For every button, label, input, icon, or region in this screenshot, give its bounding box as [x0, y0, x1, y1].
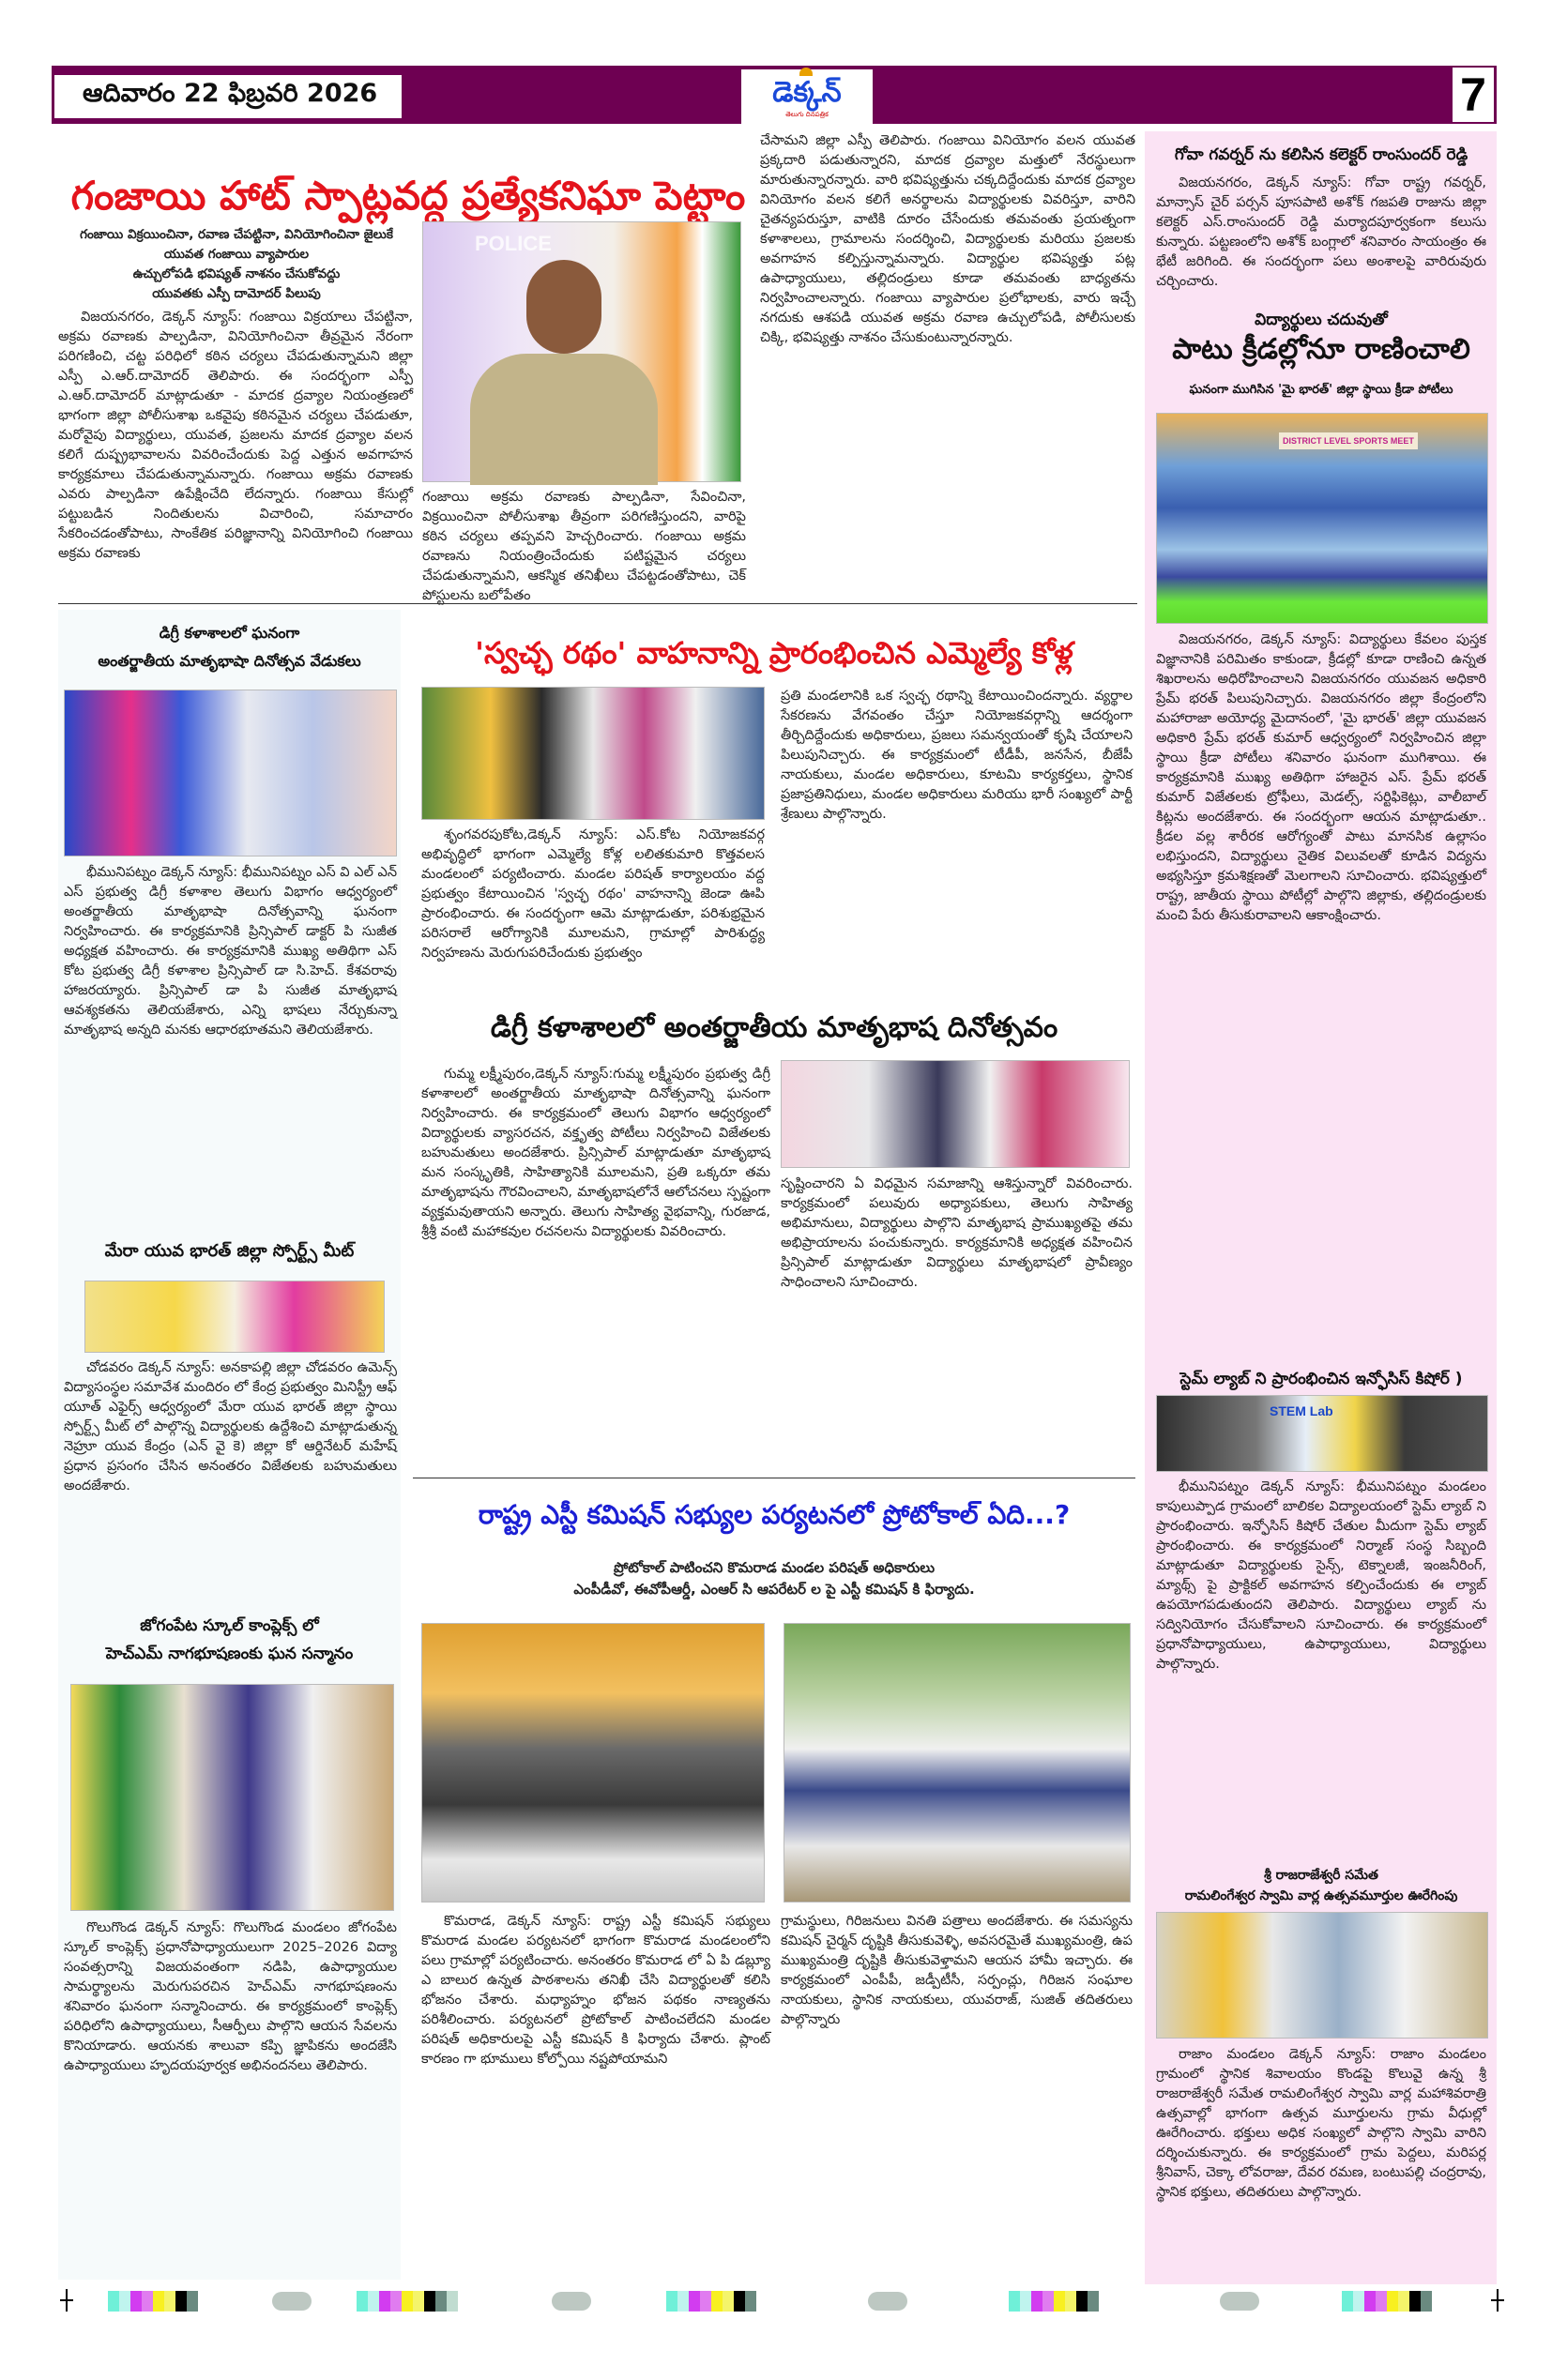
logo-tagline: తెలుగు దినపత్రిక — [785, 111, 829, 118]
jogampeta-body: గొలుగొండ డెక్కన్ న్యూస్: గొలుగొండ మండలం జోగంపేట స్కూల్ కాంప్లెక్స్ ప్రధానోపాధ్యాయులుగా 2025–2026 విద్యా సంవత్సరాన్ని విజయవంతంగా నడిపి, ఉపాధ్యాయుల సామర్థ్యాలను మెరుగుపరచిన హెచ్ఎమ్ నాగభూషణంను శనివారం ఘనంగా సన్మానించారు. ఈ కార్యక్రమంలో కాంప్లెక్స్ పరిధిలోని ఉపాధ్యాయులు, సీఆర్పీలు పాల్గొని ఆయన సేవలను కొనియాడారు. ఆయనకు శాలువా కప్పి జ్ఞాపికను అందజేసి ఉపాధ్యాయులు హృదయపూర్వక అభినందనలు తెలిపారు. — [64, 1920, 397, 2073]
headline-mother-tongue: డిగ్రీ కళాశాలలో అంతర్జాతీయ మాతృభాష దినోత్సవం — [490, 1011, 1058, 1044]
headline-ganja: గంజాయి హాట్ స్పాట్లవద్ద ప్రత్యేకనిఘా పెట్టాం — [70, 173, 746, 219]
mera-yuva-body: చోడవరం డెక్కన్ న్యూస్: అనకాపల్లి జిల్లా చోడవరం ఉమెన్స్ విద్యాసంస్థల సమావేశ మందిరం లో కేంద్ర ప్రభుత్వం మినిస్ట్రీ ఆఫ్ యూత్ ఎఫైర్స్ ఆధ్వర్యంలో మేరా యువ భారత్ జిల్లా స్థాయి స్పోర్ట్స్ మీట్ లో పాల్గొన్న విద్యార్థులకు ఉద్దేశించి మాట్లాడుతున్న నెహ్రూ యువ కేంద్రం (ఎన్ వై కె) జిల్లా కో ఆర్డినేటర్ మహేష్ ప్రధాన ప్రసంగం చేసిన అనంతరం విజేతలకు బహుమతులు అందజేశారు. — [64, 1360, 397, 1493]
goa-body: విజయనగరం, డెక్కన్ న్యూస్: గోవా రాష్ట్ర గవర్నర్, మాన్సాస్ చైర్ పర్సన్ పూసపాటి అశోక్ గజపతి రాజును జిల్లా కలెక్టర్ ఎస్.రాంసుందర్ రెడ్డి మర్యాదపూర్వకంగా కలుసు కున్నారు. పట్టణంలోని అశోక్ బంగ్లాలో శనివారం సాయంత్రం ఈ భేటీ జరిగింది. ఈ సందర్భంగా పలు అంశాలపై వారిరువురు చర్చించారు. — [1156, 175, 1486, 289]
headline-line: డిగ్రీ కళాశాలలో ఘనంగా — [159, 624, 300, 642]
photo-hm-felicitation — [70, 1684, 394, 1911]
headline-mera-yuva: మేరా యువ భారత్ జిల్లా స్పోర్ట్స్ మీట్ — [104, 1241, 355, 1261]
registration-mark — [1497, 2289, 1499, 2312]
headline-sports: పాటు క్రీడల్లోనూ రాణించాలి — [1172, 333, 1470, 366]
photo-procession — [1156, 1912, 1488, 2039]
photo-text: POLICE — [475, 232, 552, 255]
st-commission-subheads — [413, 1557, 1135, 1600]
headline-goa: గోవా గవర్నర్ ను కలిసిన కలెక్టర్ రాంసుందర్ రెడ్డి — [1174, 145, 1468, 164]
ganja-caption: గంజాయి అక్రమ రవాణకు పాల్పడినా, సేవించినా, విక్రయించినా పోలీసుశాఖ తీవ్రంగా పరిగణిస్తుందని, వారిపై కఠిన చర్యలు తప్పవని హెచ్చరించారు. గంజాయి అక్రమ రవాణను నియంత్రించేందుకు పటిష్టమైన చర్యలు చేపడుతున్నామని, ఆకస్మిక తనిఖీలు చేపట్టడంతోపాటు, చెక్ పోస్టులను బలోపేతం — [422, 490, 746, 603]
photo-sports-winners — [1156, 413, 1488, 624]
photo-banner-text: DISTRICT LEVEL SPORTS MEET — [1279, 432, 1418, 449]
headline-rajarajeswari — [1149, 1865, 1494, 1906]
headline-jogampeta — [58, 1612, 401, 1668]
photo-sports-meet — [84, 1281, 385, 1353]
mother-tongue-body-col3: సృష్టించారని ఏ విధమైన సమాజాన్ని ఆశిస్తున్నారో వివరించారు. కార్యక్రమంలో పలువురు అధ్యాపకులు, తెలుగు సాహిత్య అభిమానులు, విద్యార్థులు పాల్గొని మాతృభాష ప్రాముఖ్యతపై తమ అభిప్రాయాలను పంచుకున్నారు. కార్యక్రమానికి అధ్యక్షత వహించిన ప్రిన్సిపాల్ మాట్లాడుతూ విద్యార్థులు మాతృభాషలో ప్రావీణ్యం సాధించాలని సూచించారు. — [781, 1176, 1133, 1290]
subhead: ఎంపీడీవో, ఈవోపీఆర్డీ, ఎంఆర్ సి ఆపరేటర్ ల పై ఎస్టీ కమిషన్ కి ఫిర్యాదు. — [573, 1581, 975, 1598]
color-bar — [1342, 2291, 1432, 2312]
stem-body: భీమునిపట్నం డెక్కన్ న్యూస్: భీమునిపట్నం మండలం కాపులుప్పాడ గ్రామంలో బాలికల విద్యాలయంలో స్టెమ్ ల్యాబ్ ని ప్రారంభించారు. ఇన్ఫోసిస్ కిషోర్ చేతుల మీదుగా స్టెమ్ ల్యాబ్ ప్రారంభించారు. ఈ కార్యక్రమంలో నిర్మాణ్ సంస్థ సిబ్బంది మాట్లాడుతూ విద్యార్థులకు సైన్స్, టెక్నాలజీ, ఇంజనీరింగ్, మ్యాథ్స్ పై ప్రాక్టికల్ అవగాహన కల్పించేందుకు ఈ ల్యాబ్ ఉపయోగపడుతుందని తెలిపారు. విద్యార్థులు ల్యాబ్ ను సద్వినియోగం చేసుకోవాలని సూచించారు. ఈ కార్యక్రమంలో ప్రధానోపాధ్యాయులు, ఉపాధ్యాయులు, విద్యార్థులు పాల్గొన్నారు. — [1156, 1479, 1486, 1672]
photo-degree-fest — [64, 690, 397, 856]
photo-banner-text: STEM Lab — [1270, 1403, 1333, 1418]
sports-body: విజయనగరం, డెక్కన్ న్యూస్: విద్యార్థులు కేవలం పుస్తక విజ్ఞానానికి పరిమితం కాకుండా, క్రీడల్లో కూడా రాణించి ఉన్నత శిఖరాలను అధిరోహించాలని విజయనగరం యువజన అధికారి ప్రేమ్ భరత్ పిలుపునిచ్చారు. విజయనగరం జిల్లా కేంద్రంలోని మహారాజా అయోధ్య మైదానంలో, 'మై భారత్' జిల్లా యువజన అధికారి ప్రేమ్ భరత్ కుమార్ ఆధ్వర్యంలో నిర్వహించిన జిల్లా స్థాయి క్రీడా పోటీలు శనివారం ఘనంగా ముగిశాయి. ఈ కార్యక్రమానికి ముఖ్య అతిథిగా హాజరైన ఎస్. ప్రేమ్ భరత్ కుమార్ విజేతలకు ట్రోఫీలు, మెడల్స్, సర్టిఫికెట్లు, వాలీబాల్ కిట్లను అందజేశారు. ఈ సందర్భంగా ఆయన మాట్లాడుతూ.. క్రీడల వల్ల శారీరక ఆరోగ్యంతో పాటు మానసిక ఉల్లాసం లభిస్తుందని, విద్యార్థులు నైతిక విలువలతో కూడిన విద్యను అభ్యసిస్తూ క్రమశిక్షణతో మెలగాలని సూచించారు. భవిష్యత్తులో రాష్ట్ర, జాతీయ స్థాయి పోటీల్లో పాల్గొని జిల్లాకు, తల్లిదండ్రులకు మంచి పేరు తీసుకురావాలని ఆకాంక్షించారు. — [1156, 632, 1486, 923]
officer-face — [526, 260, 601, 354]
color-bar — [1009, 2291, 1099, 2312]
headline-swachh-ratham: 'స్వచ్ఛ రథం' వాహనాన్ని ప్రారంభించిన ఎమ్మెల్యే కోళ్ల — [475, 635, 1073, 671]
swachh-body-col2: శృంగవరపుకోట,డెక్కన్ న్యూస్: ఎస్.కోట నియోజకవర్గ అభివృద్ధిలో భాగంగా ఎమ్మెల్యే కోళ్ల లలితకుమారి కొత్తవలస మండలంలో పర్యటించారు. మండల పరిషత్ కార్యాలయం వద్ద ప్రభుత్వం కేటాయించిన 'స్వచ్ఛ రథం' వాహనాన్ని జెండా ఊపి ప్రారంభించారు. ఈ సందర్భంగా ఆమె మాట్లాడుతూ, పరిశుభ్రమైన పరిసరాలే ఆరోగ్యానికి మూలమని, గ్రామాల్లో పారిశుద్ధ్య నిర్వహణను మెరుగుపరిచేందుకు ప్రభుత్వం — [421, 827, 765, 961]
mother-tongue-body-col2: గుమ్మ లక్ష్మీపురం,డెక్కన్ న్యూస్:గుమ్మ లక్ష్మీపురం ప్రభుత్వ డిగ్రీ కళాశాలలో అంతర్జాతీయ మాతృభాషా దినోత్సవాన్ని ఘనంగా నిర్వహించారు. ఈ కార్యక్రమంలో తెలుగు విభాగం ఆధ్వర్యంలో విద్యార్థులకు వ్యాసరచన, వక్తృత్వ పోటీలు నిర్వహించి విజేతలకు బహుమతులు అందజేశారు. ప్రిన్సిపాల్ మాట్లాడుతూ మాతృభాష మన సంస్కృతికి, సాహిత్యానికి మూలమని, ప్రతి ఒక్కరూ తమ మాతృభాషను గౌరవించాలని, మాతృభాషలోనే ఆలోచనలు స్పష్టంగా వ్యక్తమవుతాయని అన్నారు. తెలుగు సాహిత్య వైభవాన్ని, గురజాడ, శ్రీశ్రీ వంటి మహాకవుల రచనలను విద్యార్థులకు వివరించారు. — [421, 1067, 770, 1239]
gray-patch — [272, 2292, 312, 2311]
photo-st-meeting — [421, 1623, 765, 1902]
headline-stem: స్టెమ్ ల్యాబ్ ని ప్రారంభించిన ఇన్ఫోసిస్ కిషోర్ ) — [1179, 1370, 1463, 1388]
gray-patch — [1220, 2292, 1259, 2311]
page-number: 7 — [1453, 68, 1494, 122]
degree-fest-body: భీమునిపట్నం డెక్కన్ న్యూస్: భీమునిపట్నం ఎస్ వి ఎల్ ఎన్ ఎస్ ప్రభుత్వ డిగ్రీ కళాశాల తెలుగు విభాగం ఆధ్వర్యంలో అంతర్జాతీయ మాతృభాషా దినోత్సవాన్ని ఘనంగా నిర్వహించారు. ఈ కార్యక్రమానికి ప్రిన్సిపాల్ డాక్టర్ పి సుజీత అధ్యక్షత వహించారు. ఈ కార్యక్రమానికి ముఖ్య అతిథిగా ఎస్ కోట ప్రభుత్వ డిగ్రీ కళాశాల ప్రిన్సిపాల్ డా సి.హెచ్. కేశవరావు హాజరయ్యారు. ప్రిన్సిపాల్ డా పి సుజీత మాతృభాష ఆవశ్యకతను తెలియజేశారు, ఎన్ని భాషలు నేర్చుకున్నా మాతృభాష అన్నది మనకు ఆధారభూతమని తెలియజేశారు. — [64, 865, 397, 1038]
ganja-subheads — [58, 225, 415, 304]
st-commission-body-col3: గ్రామస్థులు, గిరిజనులు వినతి పత్రాలు అందజేశారు. ఈ సమస్యను కమిషన్ చైర్మన్ దృష్టికి తీసుకువెళ్ళి, అవసరమైతే ముఖ్యమంత్రి, ఉప ముఖ్యమంత్రి దృష్టికి తీసుకువెళ్తామని ఆయన హామీ ఇచ్చారు. ఈ కార్యక్రమంలో ఎంపీపీ, జడ్పీటీసీ, సర్పంచ్లు, గిరిజన సంఘాల నాయకులు, స్థానిక నాయకులు, యువరాజ్, సుజిత్ తదితరులు పాల్గొన్నారు — [781, 1914, 1133, 2027]
headline-line: జోగంపేట స్కూల్ కాంప్లెక్స్ లో — [140, 1616, 319, 1635]
swachh-body-col3: ప్రతి మండలానికి ఒక స్వచ్ఛ రథాన్ని కేటాయించిందన్నారు. వ్యర్థాల సేకరణను వేగవంతం చేస్తూ నియోజకవర్గాన్ని ఆదర్శంగా తీర్చిదిద్దేందుకు అధికారులు, ప్రజలు సమన్వయంతో కృషి చేయాలని పిలుపునిచ్చారు. ఈ కార్యక్రమంలో టీడీపీ, జనసేన, బీజేపీ నాయకులు, మండల అధికారులు, కూటమి కార్యకర్తలు, స్థానిక ప్రజాప్రతినిధులు, మండల అధికారులు మరియు భారీ సంఖ్యలో పార్టీ శ్రేణులు పాల్గొన్నారు. — [781, 689, 1133, 822]
color-bar — [357, 2291, 458, 2312]
sports-kicker: విద్యార్థులు చదువుతో — [1255, 311, 1388, 329]
photo-stem-lab — [1156, 1395, 1488, 1472]
registration-mark — [66, 2289, 68, 2312]
rajarajeswari-body: రాజాం మండలం డెక్కన్ న్యూస్: రాజాం మండలం గ్రామంలో స్థానిక శివాలయం కొండపై కొలువై ఉన్న శ్రీ రాజరాజేశ్వరీ సమేత రామలింగేశ్వర స్వామి వార్ల మహాశివరాత్రి ఉత్సవాల్లో భాగంగా ఉత్సవ మూర్తులను గ్రామ వీధుల్లో ఊరేగించారు. భక్తులు అధిక సంఖ్యలో పాల్గొని స్వామి వారిని దర్శించుకున్నారు. ఈ కార్యక్రమంలో గ్రామ పెద్దలు, మరిపర్ల శ్రీనివాస్, చెక్కా లోవరాజు, దేవర రమణ, బంటుపల్లి చంద్రరావు, స్థానిక భక్తులు, తదితరులు పాల్గొన్నారు. — [1156, 2047, 1486, 2200]
headline-line: రామలింగేశ్వర స్వామి వార్ల ఉత్సవమూర్తుల ఊరేగింపు — [1184, 1888, 1458, 1903]
headline-line: శ్రీ రాజరాజేశ్వరీ సమేత — [1264, 1868, 1378, 1883]
color-bar — [108, 2291, 198, 2312]
sports-subhead: ఘనంగా ముగిసిన 'మై భారత్' జిల్లా స్థాయి క్రీడా పోటీలు — [1189, 383, 1453, 397]
subhead: యువతకు ఎస్పీ దామోదర్ పిలుపు — [152, 286, 321, 301]
subhead: ఉచ్చులోపడి భవిష్యత్ నాశనం చేసుకోవద్దు — [132, 266, 341, 281]
subhead: యువత గంజాయి వ్యాపారుల — [163, 247, 310, 262]
color-bar — [666, 2291, 756, 2312]
gray-patch — [552, 2292, 591, 2311]
sun-emblem-icon — [799, 68, 813, 76]
headline-line: హెచ్ఎమ్ నాగభూషణంకు ఘన సన్మానం — [105, 1645, 354, 1663]
logo-text: డెక్కన్ — [772, 76, 842, 109]
ganja-body-col1: విజయనగరం, డెక్కన్ న్యూస్: గంజాయి విక్రయాలు చేపట్టినా, అక్రమ రవాణకు పాల్పడినా, వినియోగించినా తీవ్రమైన నేరంగా పరిగణించి, చట్ట పరిధిలో కఠిన చర్యలు చేపడుతున్నామని జిల్లా ఎస్పీ ఎ.ఆర్.దామోదర్ తెలిపారు. ఈ సందర్భంగా ఎస్పీ ఎ.ఆర్.దామోదర్ మాట్లాడుతూ - మాదక ద్రవ్యాల నియంత్రణలో భాగంగా జిల్లా పోలీసుశాఖ ఒకవైపు కఠినమైన చర్యలు చేపడుతూ, మరోవైపు విద్యార్థులు, యువత, ప్రజలను మాదక ద్రవ్యాల వలన కలిగే దుష్ప్రభావాలను వివరించేందుకు పెద్ద ఎత్తున అవగాహన కార్యక్రమాలు చేపడుతున్నామన్నారు. గంజాయి అక్రమ రవాణకు ఎవరు పాల్పడినా ఉపేక్షించేది లేదన్నారు. గంజాయి కేసుల్లో పట్టుబడిన నిందితులను విచారించి, సమాచారం సేకరించడంతోపాటు, సాంకేతిక పరిజ్ఞానాన్ని వినియోగించి గంజాయి అక్రమ రవాణకు — [58, 310, 413, 561]
divider — [58, 603, 1137, 604]
headline-line: అంతర్జాతీయ మాతృభాషా దినోత్సవ వేడుకలు — [98, 652, 361, 670]
headline-degree-fest — [58, 619, 401, 675]
issue-date: ఆదివారం 22 ఫిబ్రవరి 2026 — [54, 75, 402, 118]
subhead: ప్రోటోకాల్ పాటించని కొమరాడ మండల పరిషత్ అధికారులు — [613, 1559, 936, 1576]
officer-uniform — [470, 354, 658, 485]
photo-sp-damodar — [422, 221, 741, 482]
photo-st-petition — [784, 1623, 1131, 1902]
photo-swachh-ratham — [421, 687, 765, 820]
gray-patch — [868, 2292, 907, 2311]
subhead: గంజాయి విక్రయించినా, రవాణ చేపట్టినా, వినియోగించినా జైలుకే — [80, 227, 393, 242]
st-commission-body-col2: కొమరాడ, డెక్కన్ న్యూస్: రాష్ట్ర ఎస్టీ కమిషన్ సభ్యులు కొమరాడ మండల పర్యటనలో భాగంగా కొమరాడ మండలంలోని పలు గ్రామాల్లో పర్యటించారు. అనంతరం కొమరాడ లో ఏ పి డబ్ల్యూ ఎ బాలుర ఉన్నత పాఠశాలను తనిఖీ చేసి విద్యార్థులతో కలిసి భోజనం చేశారు. మధ్యాహ్నం భోజన పథకం నాణ్యతను పరిశీలించారు. పర్యటనలో ప్రోటోకాల్ పాటించలేదని మండల పరిషత్ అధికారులపై ఎస్టీ కమిషన్ కి ఫిర్యాదు చేశారు. ప్లాంట్ కారణం గా భూములు కోల్పోయి నష్టపోయామని — [421, 1914, 770, 2067]
headline-st-commission: రాష్ట్ర ఎస్టీ కమిషన్ సభ్యుల పర్యటనలో ప్రోటోకాల్ ఏది...? — [478, 1499, 1071, 1530]
newspaper-logo — [741, 69, 873, 124]
photo-mother-tongue — [781, 1060, 1130, 1168]
ganja-body-col3: చేసామని జిల్లా ఎస్పీ తెలిపారు. గంజాయి వినియోగం వలన యువత ప్రక్కదారి పడుతున్నారని, మాదక ద్రవ్యాల మత్తులో నేరస్థులుగా మారుతున్నారన్నారు. వారి భవిష్యత్తును చక్కదిద్దేందుకు మాదక ద్రవ్యాల వినియోగం వలన కలిగే అనర్థాలను విద్యార్థులకు వివరిస్తూ, వారిని చైతన్యపరుస్తూ, వాటికి దూరం చేసేందుకు తమవంతు ప్రయత్నంగా కళాశాలలు, గ్రామాలను సందర్శించి, విద్యార్థులకు మరియు ప్రజలకు అవగాహన కల్పిస్తున్నామన్నారు. విద్యార్థుల భవిష్యత్తు పట్ల ఉపాధ్యాయులు, తల్లిదండ్రులు కూడా తమవంతు బాధ్యతను నిర్వహించాలన్నారు. గంజాయి వ్యాపారుల ప్రలోభాలకు, వారు ఇచ్చే నగదుకు ఆశపడి యువత అక్రమ రవాణ ఉచ్చులోపడి, పోలీసులకు చిక్కి, భవిష్యత్తు నాశనం చేసుకుంటున్నారన్నారు. — [760, 133, 1135, 345]
